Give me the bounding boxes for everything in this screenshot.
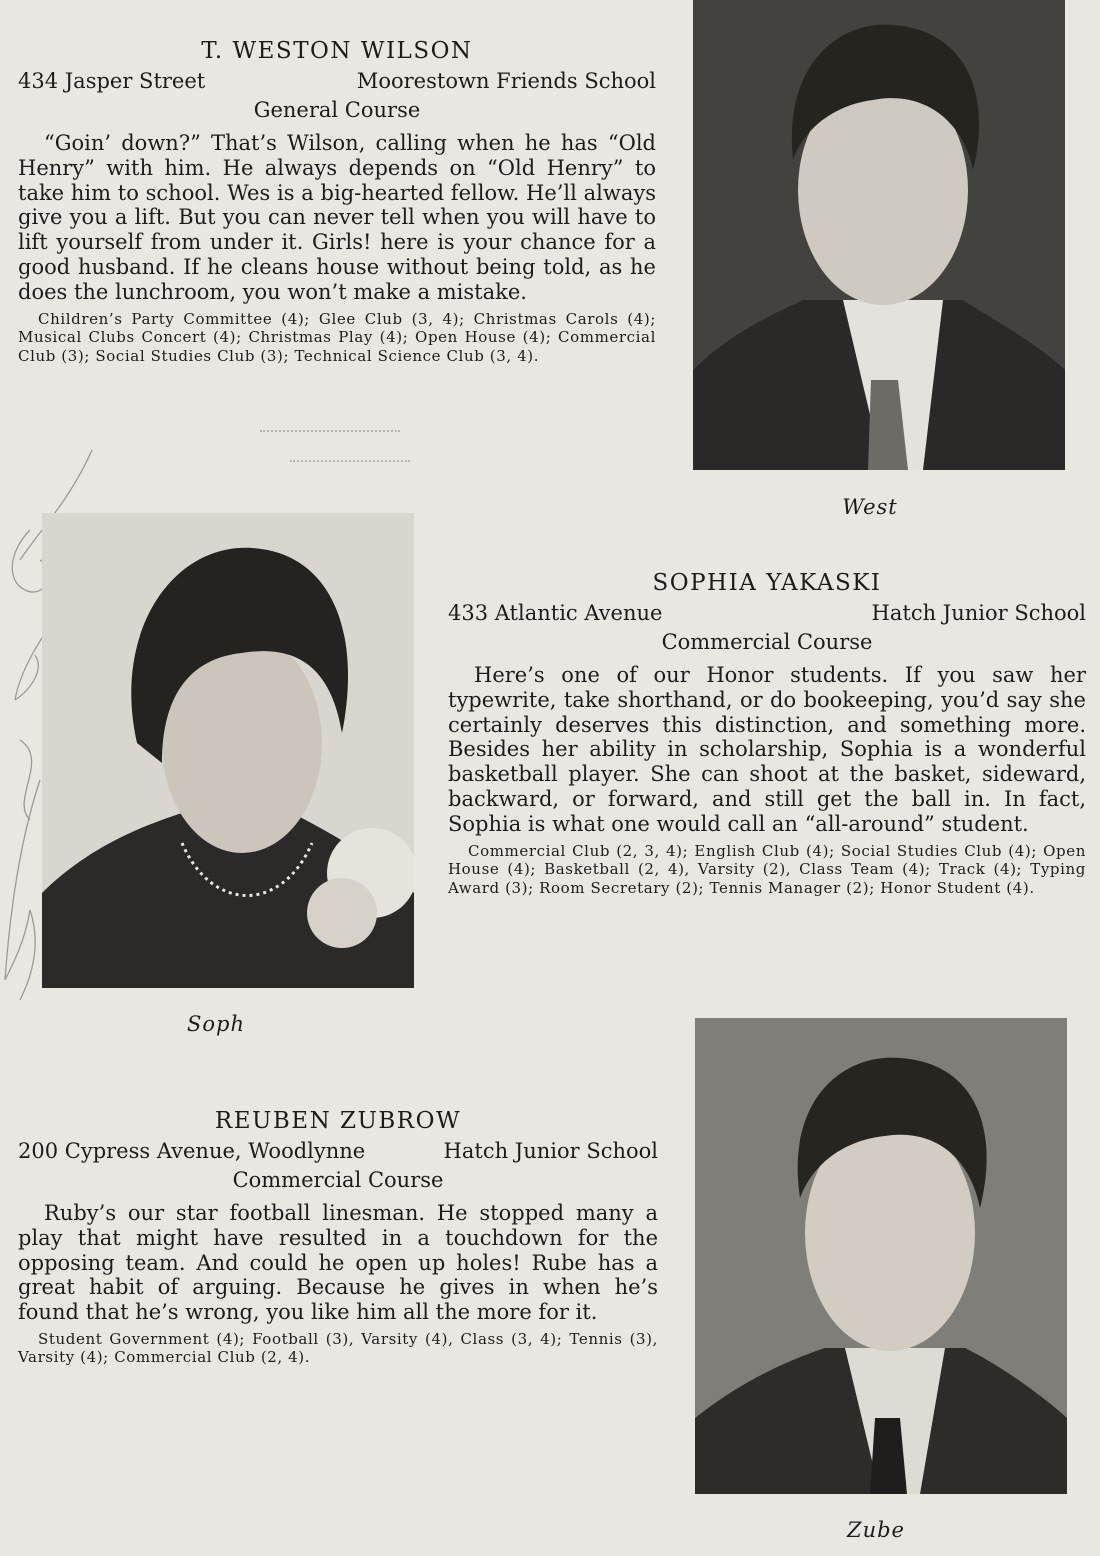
nickname: West bbox=[842, 495, 898, 519]
divider bbox=[260, 430, 400, 432]
course: Commercial Course bbox=[661, 630, 873, 654]
nickname: Soph bbox=[187, 1012, 245, 1036]
activities: Student Government (4); Football (3), Varsity (4), Class (3, 4); Tennis (3), Varsity (4); Commercial Club (2, 4). bbox=[18, 1329, 658, 1367]
divider bbox=[290, 460, 410, 462]
bio: “Goin’ down?” That’s Wilson, calling when he has “Old Henry” with him. He always depends on “Old Henry” to take him to school. Wes is a big-hearted fellow. He’ll always give you a lift. But you can never tell when you will have to lift yourself from under it. Girls! here is your chance for a good husband. If he cleans house without being told, as he does the lunchroom, you won’t make a mistake. bbox=[18, 131, 656, 304]
bio: Ruby’s our star football linesman. He stopped many a play that might have resulted in a touchdown for the opposing team. And could he open up holes! Rube has a great habit of arguing. Because he gives in when he’s found that he’s wrong, you like him all the more for it. bbox=[18, 1201, 658, 1325]
entry-yakaski bbox=[448, 570, 1086, 897]
activities: Children’s Party Committee (4); Glee Club (3, 4); Christmas Carols (4); Musical Clubs Concert (4); Christmas Play (4); Open House (4); Commercial Club (3); Social Studies Club (3); Technical Science Club (3, 4). bbox=[18, 309, 656, 365]
student-name: SOPHIA YAKASKI bbox=[652, 570, 882, 596]
activities: Commercial Club (2, 3, 4); English Club (4); Social Studies Club (4); Open House (4); Basketball (2, 4), Varsity (2), Class Team (4); Track (4); Typing Award (3); Room Secretary (2); Tennis Manager (2); Honor Student (4). bbox=[448, 841, 1086, 897]
entry-zubrow bbox=[18, 1108, 658, 1367]
nickname: Zube bbox=[847, 1518, 905, 1542]
portrait-yakaski bbox=[42, 513, 414, 988]
course: General Course bbox=[253, 98, 421, 122]
course: Commercial Course bbox=[232, 1168, 444, 1192]
entry-wilson bbox=[18, 38, 656, 365]
home-address: 434 Jasper Street bbox=[18, 69, 206, 93]
previous-school: Hatch Junior School bbox=[871, 601, 1086, 625]
address-row bbox=[18, 67, 656, 96]
previous-school: Hatch Junior School bbox=[443, 1139, 658, 1163]
previous-school: Moorestown Friends School bbox=[356, 69, 656, 93]
address-row bbox=[448, 599, 1086, 628]
student-name: T. WESTON WILSON bbox=[201, 38, 473, 64]
portrait-wilson bbox=[693, 0, 1065, 470]
bio: Here’s one of our Honor students. If you saw her typewrite, take shorthand, or do bookeeping, you’d say she certainly deserves this distinction, and something more. Besides her ability in scholarship, Sophia is a wonderful basketball player. She can shoot at the basket, sideward, backward, or forward, and still get the ball in. In fact, Sophia is what one would call an “all-around” student. bbox=[448, 663, 1086, 836]
portrait-zubrow bbox=[695, 1018, 1067, 1494]
address-row bbox=[18, 1137, 658, 1166]
home-address: 433 Atlantic Avenue bbox=[448, 601, 663, 625]
home-address: 200 Cypress Avenue, Woodlynne bbox=[18, 1139, 366, 1163]
student-name: REUBEN ZUBROW bbox=[214, 1108, 462, 1134]
